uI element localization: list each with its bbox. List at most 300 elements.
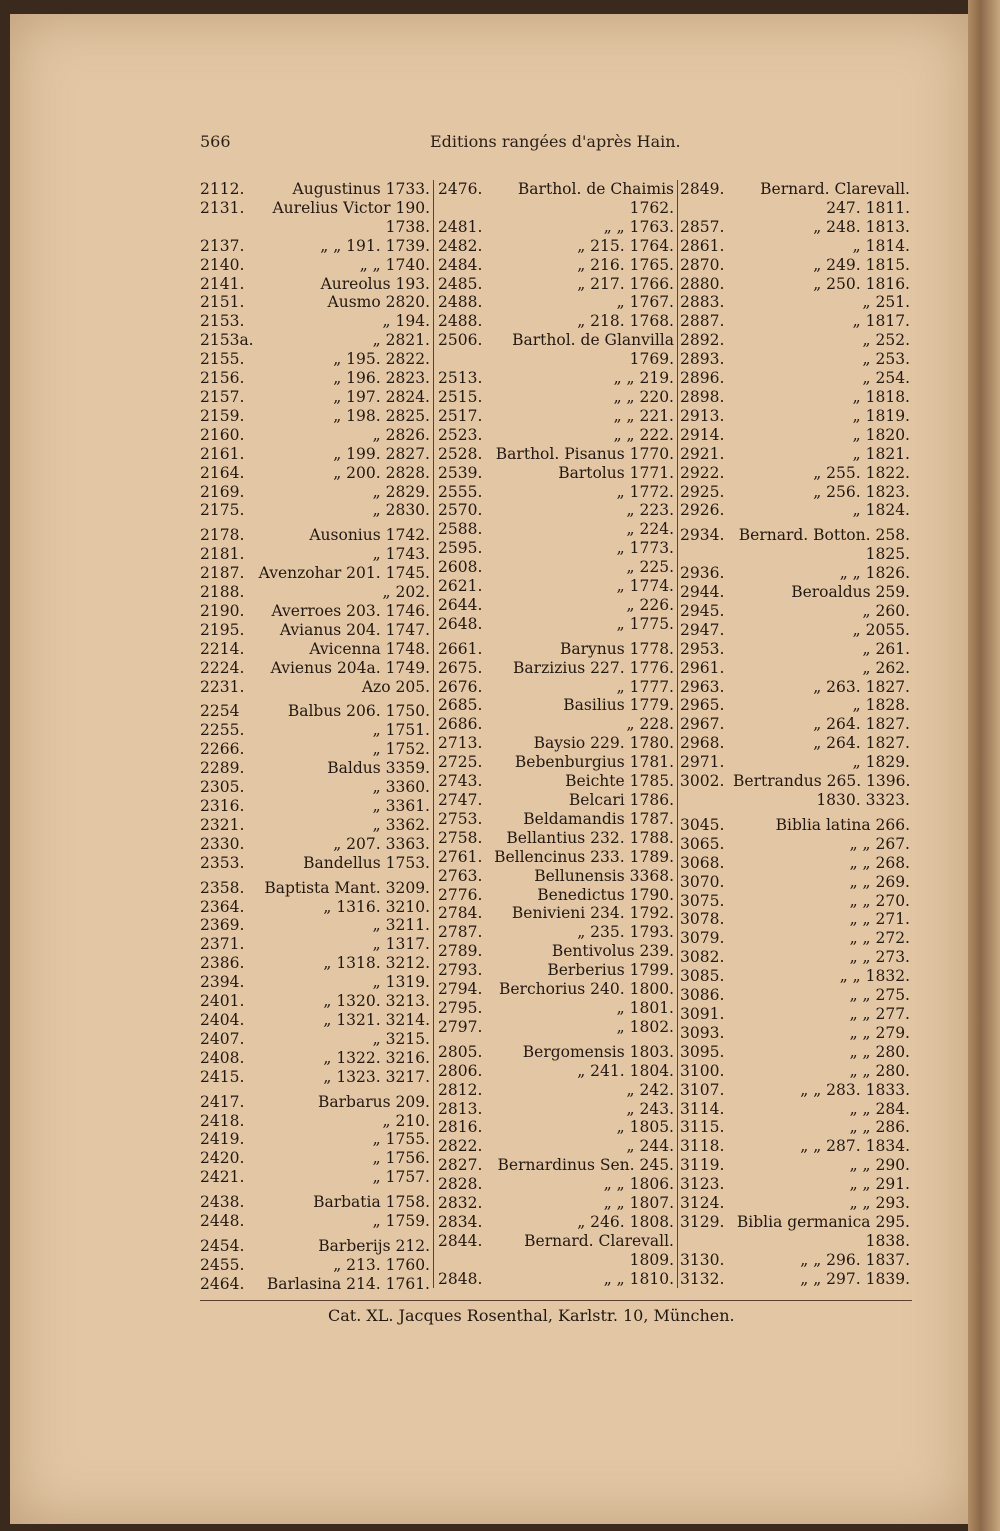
index-entry [200, 992, 430, 1011]
entry-text: „ 244. [626, 1137, 674, 1156]
index-entry [200, 898, 430, 917]
index-entry [680, 753, 910, 772]
hain-number: 2523. [438, 425, 483, 444]
hain-number: 2725. [438, 753, 483, 772]
hain-number: 2159. [200, 406, 245, 425]
index-entry [200, 1237, 430, 1256]
index-entry [680, 426, 910, 445]
hain-number: 2404. [200, 1010, 245, 1029]
entry-text: „ „ 290. [849, 1156, 910, 1175]
hain-number: 2925. [680, 482, 725, 501]
entry-text: „ 224. [626, 520, 674, 539]
entry-text: „ 262. [862, 658, 910, 677]
index-entry [200, 501, 430, 520]
hain-number: 2887. [680, 312, 725, 331]
index-entry [438, 1100, 674, 1119]
entry-text: „ 1824. [852, 501, 910, 520]
entry-continuation: 1762. [629, 198, 674, 217]
entry-text: „ „ 1810. [603, 1269, 674, 1288]
hain-number: 2761. [438, 847, 483, 866]
hain-number: 2883. [680, 293, 725, 312]
entry-text: „ 197. 2824. [333, 387, 430, 406]
hain-number: 2153a. [200, 331, 254, 350]
entry-text: Balbus 206. 1750. [287, 702, 430, 721]
entry-text: „ 263. 1827. [813, 677, 910, 696]
index-entry [680, 678, 910, 697]
index-entry [680, 929, 910, 948]
entry-text: „ 251. [862, 293, 910, 312]
index-entry [200, 199, 430, 218]
hain-number: 2353. [200, 853, 245, 872]
index-entry [680, 1270, 910, 1289]
index-entry [200, 1011, 430, 1030]
index-entry [200, 778, 430, 797]
hain-number: 2131. [200, 198, 245, 217]
entry-text: „ 254. [862, 369, 910, 388]
index-entry [438, 1194, 674, 1213]
hain-number: 2713. [438, 734, 483, 753]
entry-text: „ 3211. [372, 916, 430, 935]
hain-number: 2485. [438, 274, 483, 293]
hain-number: 2922. [680, 463, 725, 482]
entry-text: „ 1772. [616, 482, 674, 501]
index-entry [438, 904, 674, 923]
hain-number: 3114. [680, 1099, 725, 1118]
hain-number: 2967. [680, 715, 725, 734]
hain-number: 2595. [438, 539, 483, 558]
hain-number: 2676. [438, 677, 483, 696]
index-entry [438, 558, 674, 577]
index-entry [680, 772, 910, 791]
hain-number: 3129. [680, 1212, 725, 1231]
index-entry [680, 1005, 910, 1024]
index-entry [680, 218, 910, 237]
index-entry [680, 350, 910, 369]
entry-text: Baptista Mant. 3209. [264, 878, 430, 897]
index-entry [680, 1156, 910, 1175]
hain-number: 2369. [200, 916, 245, 935]
index-entry [438, 659, 674, 678]
entry-text: „ „ 283. 1833. [800, 1080, 910, 1099]
index-entry [200, 640, 430, 659]
index-entry [680, 816, 910, 835]
index-entry [200, 678, 430, 697]
hain-number: 2515. [438, 387, 483, 406]
hain-number: 2896. [680, 369, 725, 388]
index-entry [438, 1213, 674, 1232]
hain-number: 2661. [438, 639, 483, 658]
hain-number: 3119. [680, 1156, 725, 1175]
hain-number: 3118. [680, 1137, 725, 1156]
entry-text: „ 253. [862, 350, 910, 369]
index-column-3 [680, 180, 910, 1289]
entry-text: „ „ 273. [849, 948, 910, 967]
entry-text: „ 199. 2827. [333, 444, 430, 463]
hain-number: 2175. [200, 501, 245, 520]
hain-number: 2795. [438, 998, 483, 1017]
entry-text: „ 194. [382, 312, 430, 331]
entry-text: „ 241. 1804. [577, 1061, 674, 1080]
entry-text: „ „ 220. [613, 387, 674, 406]
entry-text: Barthol. Pisanus 1770. [495, 444, 674, 463]
hain-number: 2141. [200, 274, 245, 293]
index-entry [200, 702, 430, 721]
index-entry [438, 369, 674, 388]
hain-number: 3045. [680, 815, 725, 834]
entry-text: „ „ 219. [613, 369, 674, 388]
hain-number: 2892. [680, 331, 725, 350]
index-entry [438, 1137, 674, 1156]
index-entry [438, 1018, 674, 1037]
hain-number: 2570. [438, 501, 483, 520]
index-entry [200, 759, 430, 778]
hain-number: 2156. [200, 369, 245, 388]
index-entry [438, 237, 674, 256]
entry-text: Bandellus 1753. [303, 853, 430, 872]
entry-text: Barlasina 214. 1761. [266, 1274, 430, 1293]
hain-number: 2394. [200, 973, 245, 992]
index-entry [200, 312, 430, 331]
entry-text: „ „ 277. [849, 1004, 910, 1023]
index-entry [438, 256, 674, 275]
entry-text: „ 1817. [852, 312, 910, 331]
hain-number: 2482. [438, 236, 483, 255]
entry-text: „ 3360. [372, 778, 430, 797]
index-entry [680, 1062, 910, 1081]
hain-number: 2921. [680, 444, 725, 463]
hain-number: 2828. [438, 1175, 483, 1194]
entry-text: „ 243. [626, 1099, 674, 1118]
index-entry [200, 1049, 430, 1068]
index-entry [438, 426, 674, 445]
hain-number: 2371. [200, 935, 245, 954]
index-entry [200, 1193, 430, 1212]
page-footer: Cat. XL. Jacques Rosenthal, Karlstr. 10, München. [328, 1306, 735, 1325]
hain-number: 2644. [438, 595, 483, 614]
index-entry [438, 999, 674, 1018]
hain-number: 2155. [200, 350, 245, 369]
hain-number: 2965. [680, 696, 725, 715]
entry-text: „ 1774. [616, 577, 674, 596]
hain-number: 2914. [680, 425, 725, 444]
hain-number: 2188. [200, 583, 245, 602]
index-entry [200, 180, 430, 199]
hain-number: 3107. [680, 1080, 725, 1099]
hain-number: 2857. [680, 217, 725, 236]
entry-text: „ 1322. 3216. [323, 1048, 430, 1067]
index-entry [680, 1081, 910, 1100]
entry-text: Bernardinus Sen. 245. [497, 1156, 674, 1175]
hain-number: 3002. [680, 772, 725, 791]
entry-text: „ 217. 1766. [577, 274, 674, 293]
hain-number: 2330. [200, 834, 245, 853]
entry-text: „ 215. 1764. [577, 236, 674, 255]
entry-text: Baysio 229. 1780. [533, 734, 674, 753]
entry-text: „ 2055. [852, 620, 910, 639]
hain-number: 2763. [438, 866, 483, 885]
entry-continuation: 1769. [629, 350, 674, 369]
entry-text: „ 1755. [372, 1130, 430, 1149]
hain-number: 3065. [680, 834, 725, 853]
index-entry [438, 388, 674, 407]
hain-number: 2488. [438, 312, 483, 331]
index-entry [680, 369, 910, 388]
index-entry [438, 180, 674, 199]
entry-text: „ 256. 1823. [813, 482, 910, 501]
entry-text: „ 2829. [372, 482, 430, 501]
hain-number: 2140. [200, 255, 245, 274]
hain-number: 2797. [438, 1017, 483, 1036]
hain-number: 2421. [200, 1168, 245, 1187]
hain-number: 2528. [438, 444, 483, 463]
entry-text: Bernard. Clarevall. [524, 1231, 674, 1250]
hain-number: 3085. [680, 967, 725, 986]
index-entry [438, 1270, 674, 1289]
hain-number: 2832. [438, 1194, 483, 1213]
index-entry [200, 483, 430, 502]
index-entry [680, 564, 910, 583]
column-divider [433, 180, 434, 1288]
index-entry [438, 407, 674, 426]
hain-number: 2961. [680, 658, 725, 677]
index-entry [680, 1213, 910, 1232]
entry-continuation: 1825. [865, 545, 910, 564]
index-entry [680, 1024, 910, 1043]
index-entry [200, 350, 430, 369]
index-entry [680, 445, 910, 464]
index-entry [438, 942, 674, 961]
hain-number: 2686. [438, 715, 483, 734]
entry-text: Basilius 1779. [563, 696, 674, 715]
index-entry [680, 256, 910, 275]
entry-text: „ 1751. [372, 721, 430, 740]
hain-number: 2506. [438, 331, 483, 350]
hain-number: 3082. [680, 948, 725, 967]
hain-number: 2936. [680, 564, 725, 583]
hain-number: 2621. [438, 577, 483, 596]
entry-text: Barbatia 1758. [313, 1193, 430, 1212]
index-column-2 [438, 180, 674, 1289]
hain-number: 2822. [438, 1137, 483, 1156]
hain-number: 2963. [680, 677, 725, 696]
index-entry [438, 520, 674, 539]
hain-number: 2112. [200, 180, 245, 198]
hain-number: 2913. [680, 406, 725, 425]
hain-number: 3123. [680, 1175, 725, 1194]
index-entry [680, 602, 910, 621]
index-entry [438, 640, 674, 659]
hain-number: 2408. [200, 1048, 245, 1067]
hain-number: 2214. [200, 639, 245, 658]
index-entry [438, 867, 674, 886]
entry-text: Berchorius 240. 1800. [498, 980, 674, 999]
index-entry [438, 1156, 674, 1175]
hain-number: 3075. [680, 891, 725, 910]
entry-text: Belcari 1786. [568, 791, 674, 809]
entry-text: „ 249. 1815. [813, 255, 910, 274]
index-entry [200, 854, 430, 873]
index-entry [200, 445, 430, 464]
entry-text: „ 200. 2828. [333, 463, 430, 482]
entry-text: „ 1775. [616, 614, 674, 633]
entry-text: „ 1756. [372, 1149, 430, 1168]
entry-text: Ausmo 2820. [327, 293, 430, 312]
index-entry [200, 879, 430, 898]
entry-text: „ 213. 1760. [333, 1255, 430, 1274]
entry-text: „ 2821. [372, 331, 430, 350]
hain-number: 2555. [438, 482, 483, 501]
index-entry [680, 621, 910, 640]
index-entry [200, 407, 430, 426]
entry-text: „ 1317. [372, 935, 430, 954]
index-entry [200, 721, 430, 740]
entry-text: Barthol. de Chaimis [517, 180, 674, 198]
entry-text: Bartolus 1771. [558, 463, 674, 482]
entry-text: Baldus 3359. [327, 759, 430, 778]
index-entry [438, 980, 674, 999]
hain-number: 2161. [200, 444, 245, 463]
hain-number: 2321. [200, 815, 245, 834]
index-entry [680, 407, 910, 426]
index-entry [200, 659, 430, 678]
index-entry [438, 275, 674, 294]
hain-number: 2418. [200, 1111, 245, 1130]
entry-text: „ 252. [862, 331, 910, 350]
index-entry [680, 388, 910, 407]
hain-number: 3078. [680, 910, 725, 929]
entry-text: Bellencinus 233. 1789. [494, 847, 674, 866]
hain-number: 2419. [200, 1130, 245, 1149]
hain-number: 2169. [200, 482, 245, 501]
hain-number: 2407. [200, 1029, 245, 1048]
entry-text: „ 1321. 3214. [323, 1010, 430, 1029]
page-header [200, 132, 910, 156]
index-entry [438, 218, 674, 237]
hain-number: 2454. [200, 1236, 245, 1255]
hain-number: 2151. [200, 293, 245, 312]
hain-number: 2944. [680, 583, 725, 602]
index-entry [438, 501, 674, 520]
entry-text: „ 1759. [372, 1212, 430, 1231]
hain-number: 2420. [200, 1149, 245, 1168]
hain-number: 2743. [438, 772, 483, 791]
entry-text: Benivieni 234. 1792. [511, 904, 674, 923]
hain-number: 2160. [200, 425, 245, 444]
index-entry [438, 1118, 674, 1137]
index-entry [200, 1030, 430, 1049]
index-entry [680, 1194, 910, 1213]
hain-number: 2513. [438, 369, 483, 388]
book-spine-edge [968, 0, 1000, 1531]
hain-number: 2254 [200, 702, 240, 721]
hain-number: 2747. [438, 791, 483, 809]
index-entry [680, 312, 910, 331]
entry-text: „ „ 296. 1837. [800, 1250, 910, 1269]
index-entry [200, 564, 430, 583]
entry-text: „ „ 1807. [603, 1194, 674, 1213]
index-entry [438, 829, 674, 848]
entry-text: Barberijs 212. [318, 1236, 430, 1255]
entry-continuation: 1738. [385, 217, 430, 236]
running-title: Editions rangées d'après Hain. [430, 132, 681, 151]
entry-text: „ 202. [382, 583, 430, 602]
hain-number: 2517. [438, 406, 483, 425]
entry-text: „ 261. [862, 639, 910, 658]
hain-number: 2539. [438, 463, 483, 482]
entry-text: „ 264. 1827. [813, 734, 910, 753]
index-entry [200, 1275, 430, 1294]
hain-number: 3079. [680, 929, 725, 948]
hain-number: 2945. [680, 601, 725, 620]
index-entry [438, 615, 674, 634]
entry-text: „ 235. 1793. [577, 923, 674, 942]
entry-text: „ 250. 1816. [813, 274, 910, 293]
index-entry [680, 967, 910, 986]
index-entry [680, 910, 910, 929]
hain-number: 2455. [200, 1255, 245, 1274]
entry-text: „ „ 269. [849, 872, 910, 891]
index-entry [680, 948, 910, 967]
hain-number: 3132. [680, 1269, 725, 1288]
entry-text: „ „ 221. [613, 406, 674, 425]
index-entry [200, 835, 430, 854]
index-entry [680, 483, 910, 502]
hain-number: 2401. [200, 992, 245, 1011]
index-entry [438, 923, 674, 942]
entry-text: Avicenna 1748. [309, 639, 430, 658]
index-entry [680, 526, 910, 545]
index-entry [200, 973, 430, 992]
hain-number: 2231. [200, 677, 245, 696]
entry-text: „ 216. 1765. [577, 255, 674, 274]
hain-number: 3130. [680, 1250, 725, 1269]
entry-text: „ 248. 1813. [813, 217, 910, 236]
entry-text: Berberius 1799. [547, 961, 674, 980]
hain-number: 3124. [680, 1194, 725, 1213]
hain-number: 2675. [438, 658, 483, 677]
footer-rule [200, 1300, 912, 1301]
index-entry [680, 464, 910, 483]
hain-number: 2793. [438, 961, 483, 980]
hain-number: 2448. [200, 1212, 245, 1231]
index-entry [438, 464, 674, 483]
entry-text: „ 246. 1808. [577, 1212, 674, 1231]
index-entry [438, 696, 674, 715]
hain-number: 2849. [680, 180, 725, 198]
hain-number: 2464. [200, 1274, 245, 1293]
entry-text: „ 1316. 3210. [323, 897, 430, 916]
entry-text: „ 210. [382, 1111, 430, 1130]
hain-number: 2484. [438, 255, 483, 274]
index-entry [200, 935, 430, 954]
entry-text: „ 228. [626, 715, 674, 734]
entry-text: Biblia germanica 295. [736, 1212, 910, 1231]
index-entry [438, 577, 674, 596]
entry-text: „ 1819. [852, 406, 910, 425]
index-entry [680, 1043, 910, 1062]
entry-text: „ 226. [626, 595, 674, 614]
index-entry [200, 1112, 430, 1131]
hain-number: 2784. [438, 904, 483, 923]
hain-number: 2608. [438, 558, 483, 577]
entry-text: „ „ 284. [849, 1099, 910, 1118]
index-entry [438, 791, 674, 810]
index-entry [680, 1118, 910, 1137]
hain-number: 2481. [438, 217, 483, 236]
hain-number: 2789. [438, 942, 483, 961]
index-entry [438, 886, 674, 905]
index-entry [680, 854, 910, 873]
